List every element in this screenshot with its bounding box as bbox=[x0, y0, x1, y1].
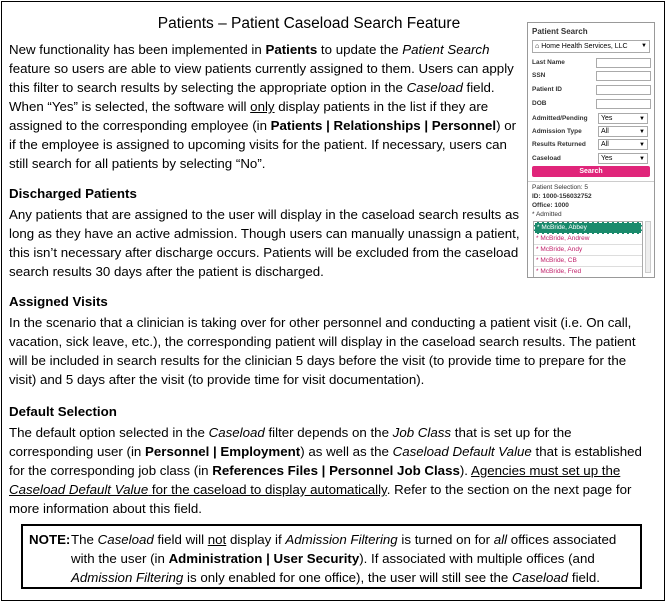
admission-type-label: Admission Type bbox=[532, 128, 582, 135]
last-name-input[interactable] bbox=[596, 58, 651, 68]
assigned-heading: Assigned Visits bbox=[9, 294, 108, 309]
caseload-label: Caseload bbox=[532, 155, 561, 162]
page-title: Patients – Patient Caseload Search Feature bbox=[157, 15, 461, 32]
chevron-down-icon: ▼ bbox=[639, 129, 645, 135]
admission-type-select[interactable] bbox=[598, 126, 648, 137]
results-returned-value: All bbox=[601, 141, 609, 148]
agency-value: Home Health Services, LLC bbox=[541, 43, 628, 50]
panel-title: Patient Search bbox=[532, 27, 588, 36]
list-item[interactable]: * McBride, Andrew bbox=[534, 234, 642, 245]
patient-id-line: ID: 1000-156032752 bbox=[532, 193, 592, 200]
list-item[interactable]: * McBride, CB bbox=[534, 256, 642, 267]
assigned-body: In the scenario that a clinician is taking over for other personnel and conducting a patient visit (i.e. On call, vacation, sick leave, etc.), the corresponding patient will display in the caseload search results. The patient will be included in search results for the clinician 5 days before the visit (to provide time to prepare for the visit) and 5 days after the visit (to provide time for visit documentation). bbox=[9, 315, 636, 387]
list-item[interactable]: * McBride, Fred bbox=[536, 268, 582, 275]
home-icon: ⌂ bbox=[535, 43, 540, 50]
chevron-down-icon: ▼ bbox=[641, 43, 647, 49]
ssn-input[interactable] bbox=[596, 71, 651, 81]
discharged-body: Any patients that are assigned to the user will display in the caseload search results as long as they have an active admission. Though users can manually unassign a patient, this isn’t necessary after discharge occurs. Patients will be excluded from the caseload search results 30 days after the patient is discharged. bbox=[9, 207, 520, 279]
list-item[interactable]: * McBride, Andy bbox=[534, 245, 642, 256]
office-line: Office: 1000 bbox=[532, 202, 569, 209]
dob-input[interactable] bbox=[596, 99, 651, 109]
admitted-label: Admitted/Pending bbox=[532, 115, 588, 122]
default-selection-body: The default option selected in the Caseload filter depends on the Job Class that is set up for the corresponding user (in Personnel | Employment) as well as the Caseload Default Value that is established for the corresponding job class (in References Files | Personnel Job Class). Agencies must set up the Caseload Default Value for the caseload to display automatically. Refer to the section on the next page for more information about this field. bbox=[9, 425, 642, 516]
caseload-value: Yes bbox=[601, 155, 613, 162]
patient-list bbox=[533, 221, 643, 278]
list-scrollbar[interactable] bbox=[645, 221, 651, 273]
results-returned-select[interactable] bbox=[598, 139, 648, 150]
results-returned-label: Results Returned bbox=[532, 141, 586, 148]
search-button[interactable]: Search bbox=[532, 166, 650, 177]
note-text: The Caseload field will not display if Admission Filtering is turned on for all offices associated with the user (in Administration | User Security). If associated with multiple offices (and Admission Filtering is only enabled for one office), the user will still see the Caseload field. bbox=[71, 532, 617, 585]
caseload-select[interactable] bbox=[598, 153, 648, 164]
intro-paragraph: New functionality has been implemented in Patients to update the Patient Search feature so users are able to view patients currently assigned to them. Users can apply this filter to search results by selecting the appropriate option in the Caseload field. When “Yes” is selected, the software will only display patients in the list if they are assigned to the corresponding employee (in Patients | Relationships | Personnel) or if the employee is assigned to upcoming visits for the patient. If necessary, users can still search for all patients by selecting “No”. bbox=[9, 42, 517, 171]
chevron-down-icon: ▼ bbox=[639, 142, 645, 148]
admitted-legend: * Admitted bbox=[532, 211, 562, 218]
patient-selection-count: Patient Selection: 5 bbox=[532, 184, 589, 191]
dob-label: DOB bbox=[532, 100, 547, 107]
patient-search-panel bbox=[527, 22, 655, 278]
agency-select[interactable] bbox=[532, 40, 650, 53]
admission-type-value: All bbox=[601, 128, 609, 135]
chevron-down-icon: ▼ bbox=[639, 116, 645, 122]
discharged-heading: Discharged Patients bbox=[9, 186, 137, 201]
patient-id-input[interactable] bbox=[596, 85, 651, 95]
ssn-label: SSN bbox=[532, 72, 546, 79]
note-box bbox=[21, 524, 642, 589]
divider bbox=[528, 181, 654, 182]
admitted-select[interactable] bbox=[598, 113, 648, 124]
patient-id-label: Patient ID bbox=[532, 86, 562, 93]
chevron-down-icon: ▼ bbox=[639, 156, 645, 162]
default-selection-heading: Default Selection bbox=[9, 404, 117, 419]
note-label: NOTE: bbox=[29, 532, 71, 547]
admitted-value: Yes bbox=[601, 115, 613, 122]
list-item[interactable]: * McBride, Abbey bbox=[534, 222, 642, 234]
last-name-label: Last Name bbox=[532, 59, 565, 66]
